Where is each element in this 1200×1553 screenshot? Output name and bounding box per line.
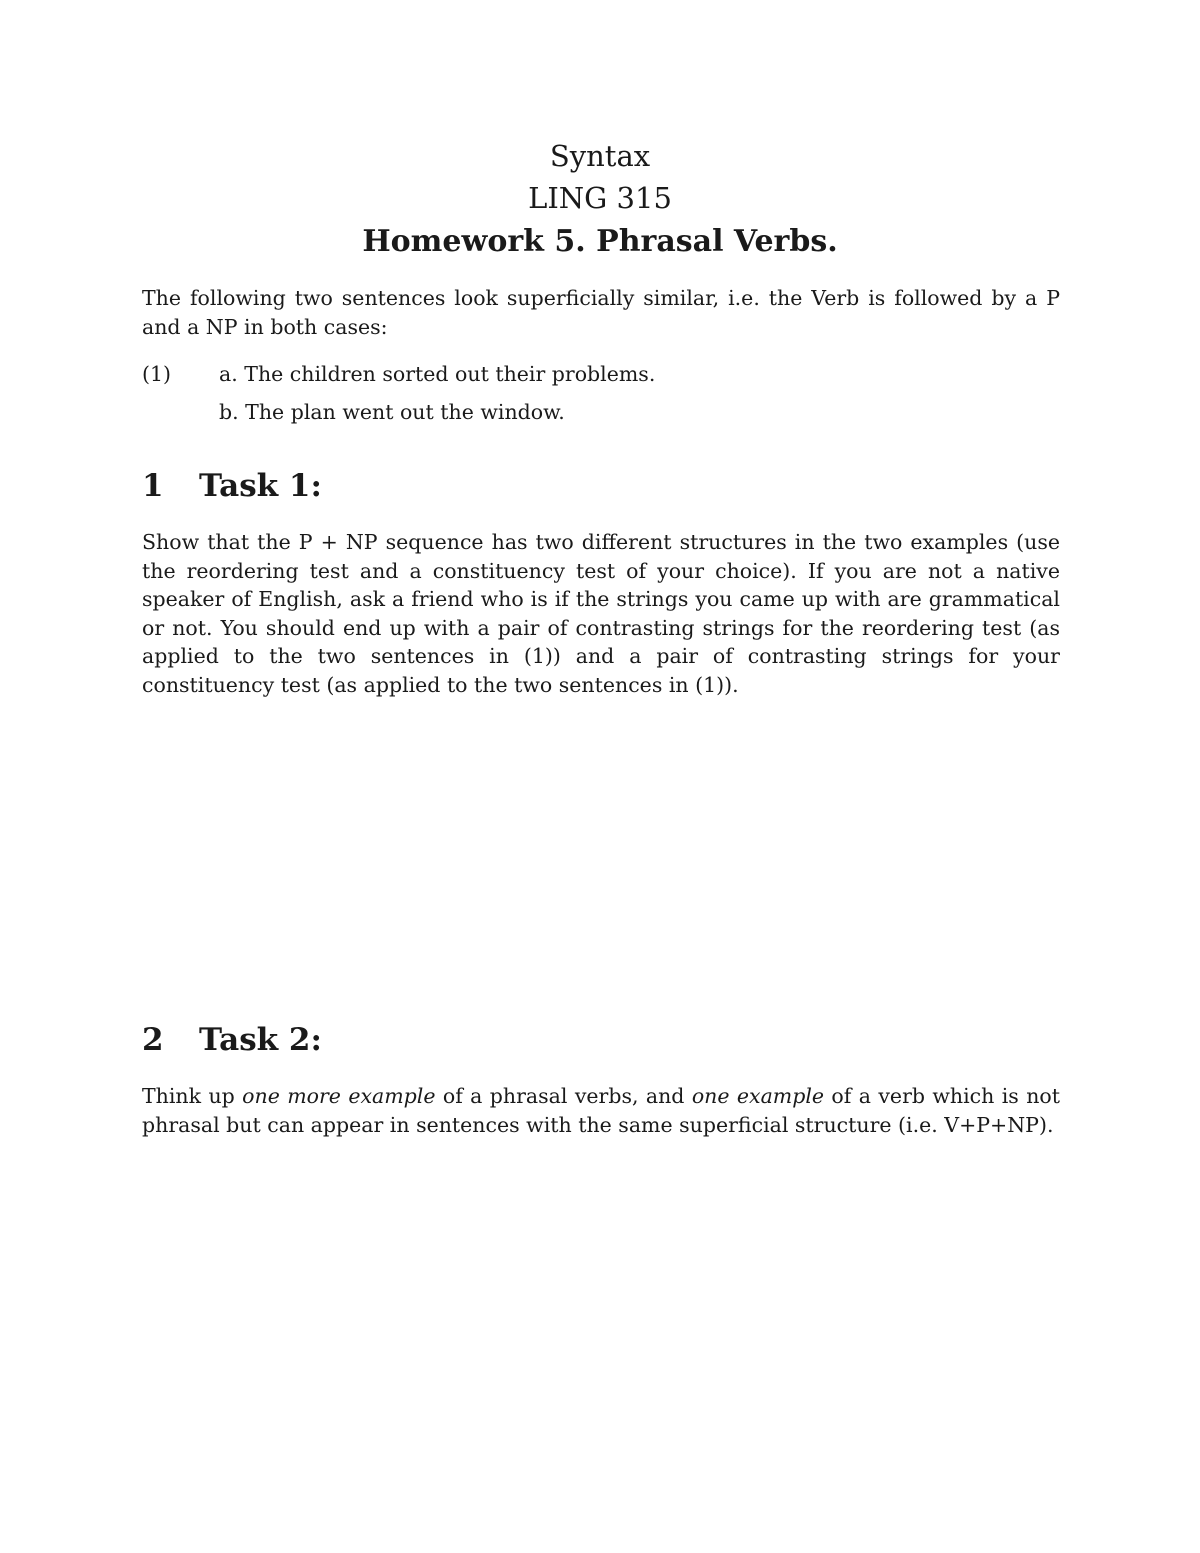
task-2-text: Think up bbox=[142, 1084, 243, 1108]
section-heading-task-2 bbox=[142, 1020, 322, 1060]
example-number: (1) bbox=[142, 362, 172, 386]
course-subject: Syntax bbox=[549, 139, 651, 173]
example-item-a bbox=[219, 360, 655, 388]
example-item-b bbox=[219, 398, 565, 426]
example-item-text: The plan went out the window. bbox=[245, 400, 565, 424]
section-number: 1 bbox=[142, 468, 164, 504]
section-title: Task 2: bbox=[199, 1022, 322, 1058]
task-1-body: Show that the P + NP sequence has two different structures in the two examples (use the reordering test and a constituency test of your choice). If you are not a native speaker of English, ask a friend who is if the strings you came up with are grammatical or not. You should end up with a pair of contrasting strings for the reordering test (as applied to the two sentences in (1)) and a pair of contrasting strings for your constituency test (as applied to the two sentences in (1)). bbox=[142, 530, 1060, 697]
example-item-text: The children sorted out their problems. bbox=[244, 362, 656, 386]
section-heading-task-1 bbox=[142, 466, 322, 506]
intro-paragraph: The following two sentences look superficially similar, i.e. the Verb is followed by a P and a NP in both cases: bbox=[142, 286, 1060, 339]
task-2-emphasis: one example bbox=[691, 1084, 825, 1108]
task-2-text: of a verb which is not phrasal but can appear in sentences with the same superficial structure (i.e. V+P+NP). bbox=[142, 1084, 1060, 1137]
example-item-label: a. bbox=[219, 362, 238, 386]
task-2-emphasis: one more example bbox=[242, 1084, 436, 1108]
task-2-text: of a phrasal verbs, and bbox=[435, 1084, 692, 1108]
section-number: 2 bbox=[142, 1022, 164, 1058]
example-item-label: b. bbox=[219, 400, 239, 424]
assignment-title: Homework 5. Phrasal Verbs. bbox=[362, 224, 838, 259]
course-code: LING 315 bbox=[528, 181, 672, 215]
section-title: Task 1: bbox=[199, 468, 322, 504]
task-2-body bbox=[142, 1082, 1060, 1139]
